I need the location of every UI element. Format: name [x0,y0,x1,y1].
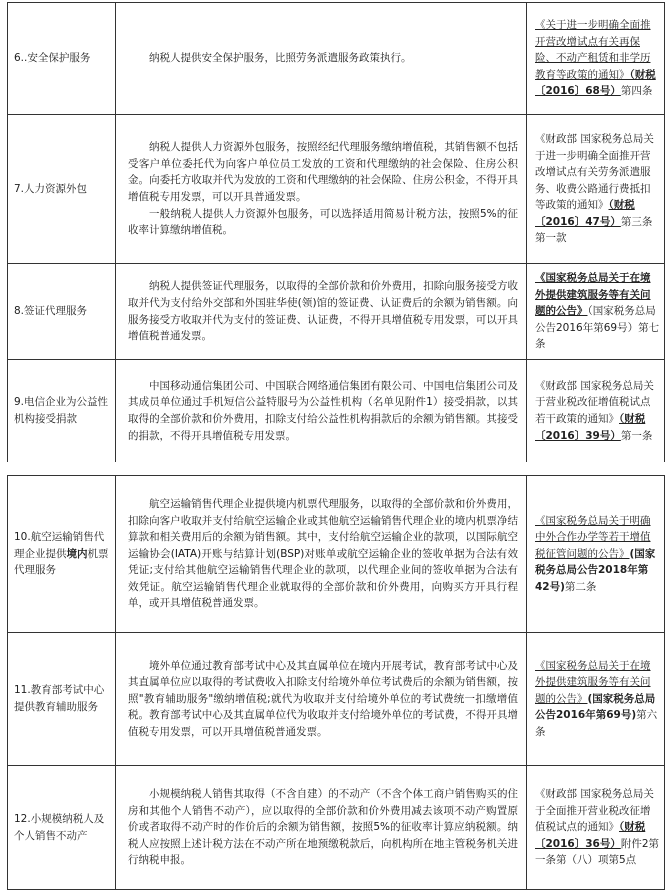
item-name: 10.航空运输销售代理企业提供 [14,531,105,560]
content-paragraph: 航空运输销售代理企业提供境内机票代理服务，以取得的全部价款和价外费用，扣除向客户收取并支付给航空运输企业或其他航空运输销售代理企业的境内机票净结算款和相关费用后的余额为销售额。其中，支付给航空运输企业的款项，以国际航空运输协会(IATA)开账与结算计划(BSP)对账单或航空运输企业的签收单据为合法有效凭证;支付给其他航空运输销售代理企业的款项，以代理企业间的签收单据为合法有效凭证。航空运输销售代理企业就取得的全部价款和价外费用，向购买方开具行程单，或开具增值税普通发票。 [128,497,518,610]
ref-doc-number: (国家税务总局公告2016年第69号) [535,692,656,722]
table-row [8,3,665,115]
item-name: 6..安全保护服务 [14,52,91,65]
row-content-cell [116,766,527,890]
row-content-cell [116,476,527,633]
item-name: 9.电信企业为公益性机构接受捐款 [14,396,109,425]
table-row [8,766,665,890]
row-content-cell [116,264,527,360]
ref-article: 附件2第一条第（八）项第5点 [535,837,660,867]
ref-article: （国家税务总局公告2016年第69号）第七条 [535,305,660,351]
item-name: 11.教育部考试中心提供教育辅助服务 [14,684,105,713]
row-ref-cell [527,633,665,766]
ref-doc-number[interactable]: （财税〔2016〕36号） [535,821,646,850]
row-name-cell [8,264,116,360]
item-name: 8.签证代理服务 [14,305,88,318]
item-name-emphasis: 境内 [66,547,88,560]
table-row [8,633,665,766]
row-ref-cell [527,766,665,890]
ref-article: 第六条 [535,709,658,738]
row-content-cell [116,360,527,463]
ref-link[interactable]: 《关于进一步明确全面推开营改增试点有关再保险、不动产租赁和非学历教育等政策的通知》 [535,19,651,81]
row-name-cell [8,766,116,890]
ref-doc-number: (国家税务总局公告2018年第42号) [535,547,656,593]
ref-article: 第四条 [620,85,653,98]
item-name-tail: 机票代理服务 [14,547,109,577]
row-name-cell [8,3,116,115]
row-content-cell [116,3,527,115]
ref-doc-number[interactable]: （财税〔2016〕47号） [535,199,635,228]
content-paragraph: 小规模纳税人销售其取得（不含自建）的不动产（不含个体工商户销售购买的住房和其他个人销售不动产），应以取得的全部价款和价外费用减去该项不动产购置原价或者取得不动产时的作价后的余额为销售额，按照5%的征收率计算应纳税额。纳税人应按照上述计税方法在不动产所在地预缴税款后，向机构所在地主管税务机关进行纳税申报。 [128,788,518,867]
policy-table-2 [7,475,665,890]
table-row [8,476,665,633]
ref-article: 第二条 [564,580,597,593]
row-ref-cell [527,360,665,463]
page-gap [0,462,671,474]
ref-link[interactable]: 《国家税务总局关于在境外提供建筑服务等有关问题的公告》 [535,272,651,318]
row-name-cell [8,115,116,264]
table-row [8,115,665,264]
row-content-cell [116,115,527,264]
ref-doc-number[interactable]: （财税〔2016〕39号） [535,413,646,442]
row-name-cell [8,633,116,766]
ref-title: 《财政部 国家税务总局关于进一步明确全面推开营改增试点有关劳务派遣服务、收费公路通行费抵扣等政策的通知》 [535,132,654,212]
content-paragraph: 纳税人提供人力资源外包服务，按照经纪代理服务缴纳增值税，其销售额不包括受客户单位委托代为向客户单位员工发放的工资和代理缴纳的社会保险、住房公积金。向委托方收取并代为发放的工资和代理缴纳的社会保险、住房公积金，不得开具增值税专用发票，可以开具普通发票。 [128,141,518,203]
ref-doc-number[interactable]: （财税〔2016〕68号） [535,68,656,98]
ref-link[interactable]: 《国家税务总局关于在境外提供建筑服务等有关问题的公告》 [535,659,651,705]
row-name-cell [8,476,116,633]
row-ref-cell [527,115,665,264]
row-name-cell [8,360,116,463]
content-paragraph: 纳税人提供安全保护服务，比照劳务派遣服务政策执行。 [149,52,412,65]
row-ref-cell [527,264,665,360]
ref-link[interactable]: 《国家税务总局关于明确中外合作办学等若干增值税征管问题的公告》 [535,514,651,560]
item-name: 12.小规模纳税人及个人销售不动产 [14,812,105,842]
policy-table-1 [7,2,665,463]
ref-article: 第三条第一款 [535,215,653,245]
row-ref-cell [527,476,665,633]
table-row [8,264,665,360]
content-paragraph: 纳税人提供签证代理服务，以取得的全部价款和价外费用，扣除向服务接受方收取并代为支付给外交部和外国驻华使(领)馆的签证费、认证费后的余额为销售额。向服务接受方收取并代为支付的签证费、认证费，不得开具增值税专用发票，可以开具增值税普通发票。 [128,280,518,343]
table-row [8,360,665,463]
content-paragraph: 中国移动通信集团公司、中国联合网络通信集团有限公司、中国电信集团公司及其成员单位通过手机短信公益特服号为公益性机构（名单见附件1）接受捐款，以其取得的全部价款和价外费用，扣除支付给公益性机构捐款后的余额为销售额。其接受的捐款，不得开具增值税专用发票。 [128,379,518,442]
ref-article: 第一条 [620,429,653,442]
ref-title: 《财政部 国家税务总局关于营业税改征增值税试点若干政策的通知》 [535,379,654,425]
ref-title: 《财政部 国家税务总局关于全面推开营业税改征增值税试点的通知》 [535,788,654,834]
row-content-cell [116,633,527,766]
item-name: 7.人力资源外包 [14,182,88,195]
content-paragraph: 一般纳税人提供人力资源外包服务，可以选择适用简易计税方法，按照5%的征收率计算缴纳增值税。 [128,207,518,237]
content-paragraph: 境外单位通过教育部考试中心及其直属单位在境内开展考试，教育部考试中心及其直属单位应以取得的考试费收入扣除支付给境外单位考试费后的余额为销售额，按照"教育辅助服务"缴纳增值税;就代为收取并支付给境外单位的考试费统一扣缴增值税。教育部考试中心及其直属单位代为收取并支付给境外单位的考试费，不得开具增值税专用发票，可以开具增值税普通发票。 [128,659,518,738]
row-ref-cell [527,3,665,115]
